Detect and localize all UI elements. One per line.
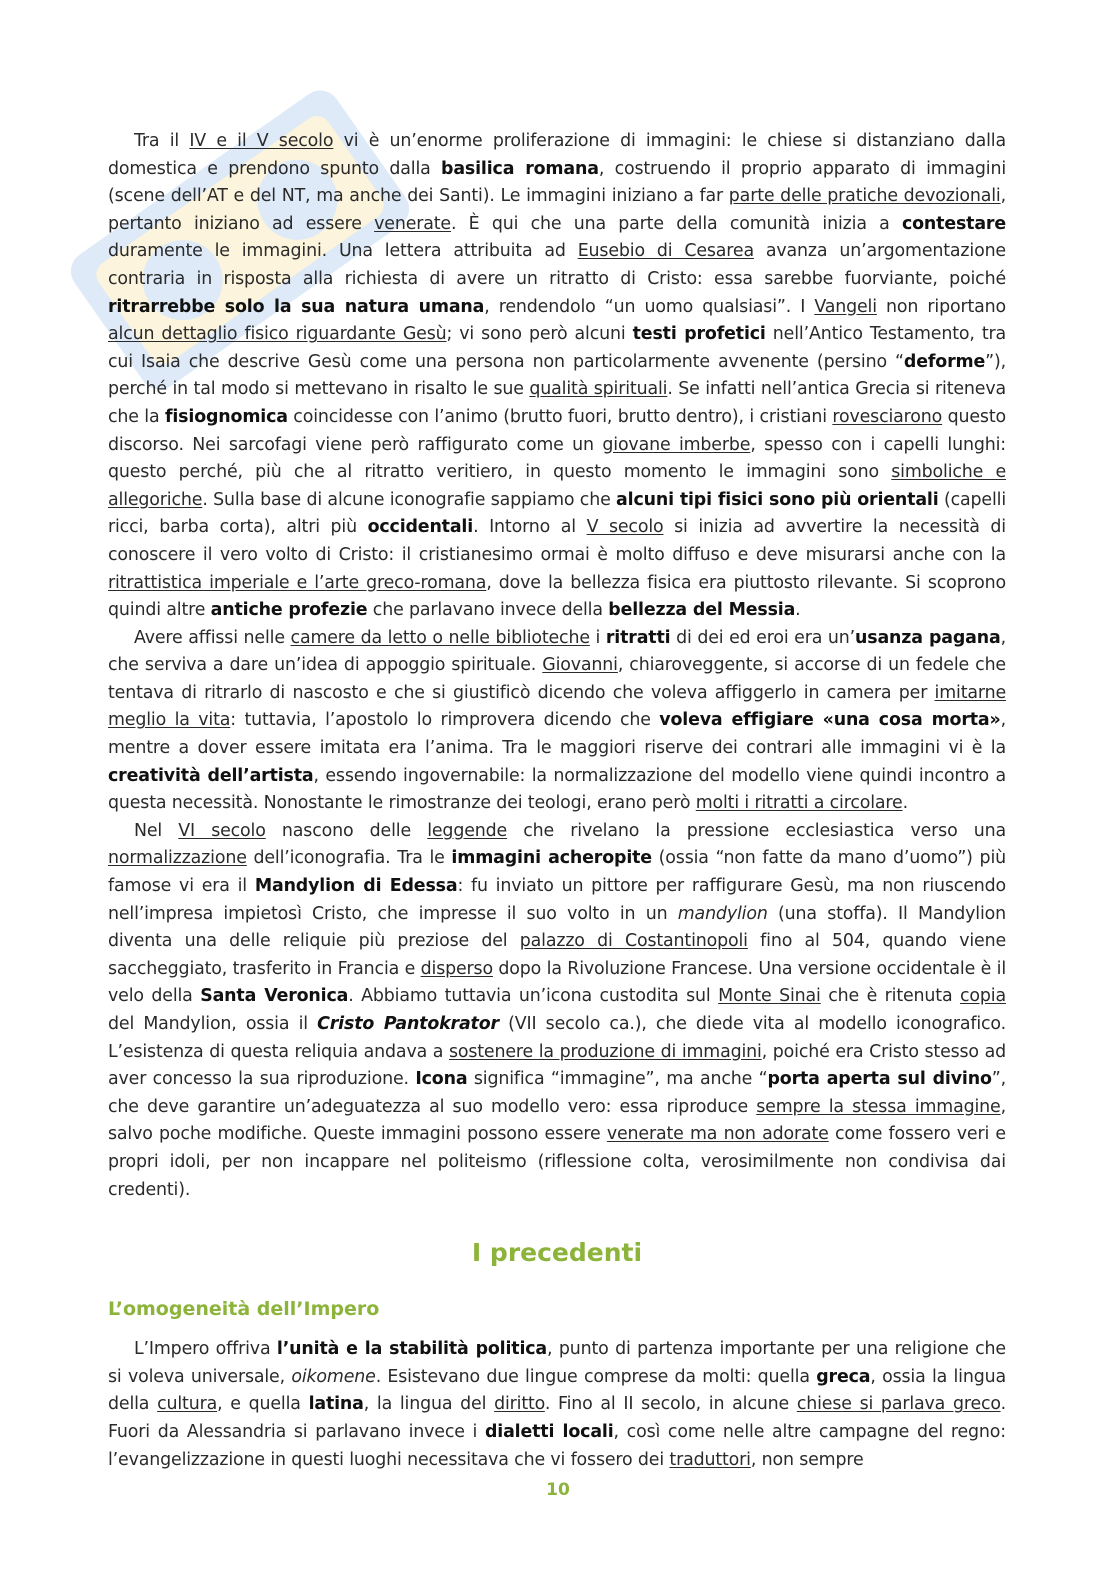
text-run: ritrarrebbe solo la sua natura umana: [108, 296, 485, 317]
subsection-title: L’omogeneità dell’Impero: [108, 1298, 380, 1321]
text-run: palazzo di Costantinopoli: [519, 931, 748, 952]
text-run: creatività dell’artista: [108, 765, 314, 786]
section-title: I precedenti: [471, 1238, 643, 1268]
text-run: oikomene: [291, 1366, 376, 1387]
text-run: giovane imberbe: [602, 434, 751, 455]
text-run: qualità spirituali: [529, 379, 668, 400]
text-run: immagini acheropite: [451, 848, 652, 869]
text-run: greca: [816, 1366, 871, 1387]
text-run: Mandylion di Edessa: [254, 876, 458, 897]
text-run: testi profetici: [632, 324, 766, 345]
text-run: Icona: [415, 1069, 468, 1090]
text-run: Santa Veronica: [200, 986, 349, 1007]
text-run: ritrattistica imperiale e l’arte greco-romana: [108, 572, 487, 593]
text-run: alcuni tipi fisici sono più orientali: [616, 489, 939, 510]
text-run: ritratti: [605, 627, 671, 648]
text-run: mandylion: [677, 903, 768, 924]
text-run: fisiognomica: [164, 406, 288, 427]
text-run: sempre la stessa immagine: [756, 1096, 1001, 1117]
text-run: contestare: [901, 213, 1006, 234]
paragraph: Tra il IV e il V secolo vi è un’enorme proliferazione di immagini: le chiese si distanziano dalla domestica e prendono spunto dalla basilica romana, costruendo il proprio apparato di immagini (scene dell’AT e del NT, ma anche dei Santi). Le immagini iniziano a far parte delle pratiche devozionali, pertanto iniziano ad essere venerate. È qui che una parte della comunità inizia a contestare duramente le immagini. Una lettera attribuita ad Eusebio di Cesarea avanza un’argomentazione contraria in risposta alla richiesta di avere un ritratto di Cristo: essa sarebbe fuorviante, poiché ritrarrebbe solo la sua natura umana, rendendolo “un uomo qualsiasi”. I Vangeli non riportano alcun dettaglio fisico riguardante Gesù; vi sono però alcuni testi profetici nell’Antico Testamento, tra cui Isaia che descrive Gesù come una persona non particolarmente avvenente (persino “deforme”), perché in tal modo si mettevano in risalto le sue qualità spirituali. Se infatti nell’antica Grecia si riteneva che la fisiognomica coincidesse con l’animo (brutto fuori, brutto dentro), i cristiani rovesciarono questo discorso. Nei sarcofagi viene però raffigurato come un giovane imberbe, spesso con i capelli lunghi: questo perché, più che al ritratto veritiero, in questo momento le immagini sono simboliche e allegoriche. Sulla base di alcune iconografie sappiamo che alcuni tipi fisici sono più orientali (capelli ricci, barba corta), altri più occidentali. Intorno al V secolo si inizia ad avvertire la necessità di conoscere il vero volto di Cristo: il cristianesimo ormai è molto diffuso e deve misurarsi anche con la ritrattistica imperiale e l’arte greco-romana, dove la bellezza fisica era piuttosto rilevante. Si scoprono quindi altre antiche profezie che parlavano invece della bellezza del Messia.: [108, 131, 1007, 621]
text-run: VI secolo: [178, 820, 266, 841]
text-run: Monte Sinai: [718, 986, 821, 1007]
text-run: Cristo Pantokrator: [317, 1014, 499, 1034]
text-run: venerate: [374, 213, 451, 234]
text-run: chiese si parlava greco: [796, 1394, 1001, 1415]
text-run: IV e il V secolo: [189, 131, 334, 151]
text-run: imitarne meglio la vita: [108, 682, 1006, 731]
text-run: alcun dettaglio fisico riguardante Gesù: [108, 324, 447, 345]
text-run: l’unità e la stabilità politica: [276, 1339, 548, 1360]
text-run: usanza pagana: [855, 627, 1001, 648]
text-run: cultura: [157, 1394, 218, 1415]
text-run: deforme: [903, 351, 986, 372]
text-run: antiche profezie: [210, 600, 368, 621]
paragraph: Avere affissi nelle camere da letto o nelle biblioteche i ritratti di dei ed eroi era un’usanza pagana, che serviva a dare un’idea di appoggio spirituale. Giovanni, chiaroveggente, si accorse di un fedele che tentava di ritrarlo di nascosto e che si giustificò dicendo che voleva affiggerlo in camera per imitarne meglio la vita: tuttavia, l’apostolo lo rimprovera dicendo che voleva effigiare «una cosa morta», mentre a dover essere imitata era l’anima. Tra le maggiori riserve dei contrari alle immagini vi è la creatività dell’artista, essendo ingovernabile: la normalizzazione del modello viene quindi incontro a questa necessità. Nonostante le rimostranze dei teologi, erano però molti i ritratti a circolare.: [108, 627, 1006, 814]
text-run: Giovanni: [542, 655, 618, 676]
text-run: bellezza del Messia: [608, 600, 796, 621]
text-run: latina: [308, 1394, 364, 1415]
text-run: porta aperta sul divino: [767, 1069, 992, 1090]
text-run: Vangeli: [814, 296, 877, 317]
text-run: venerate ma non adorate: [606, 1124, 829, 1145]
text-run: normalizzazione: [108, 848, 247, 869]
text-run: voleva effigiare «una cosa morta»: [659, 710, 1001, 731]
text-run: rovesciarono: [832, 406, 943, 427]
paragraph: L’Impero offriva l’unità e la stabilità politica, punto di partenza importante per una religione che si voleva universale, oikomene. Esistevano due lingue comprese da molti: quella greca, ossia la lingua della cultura, e quella latina, la lingua del diritto. Fino al II secolo, in alcune chiese si parlava greco. Fuori da Alessandria si parlavano invece i dialetti locali, così come nelle altre campagne del regno: l’evangelizzazione in questi luoghi necessitava che vi fossero dei traduttori, non sempre: [108, 1339, 1007, 1470]
text-run: traduttori: [669, 1449, 751, 1470]
text-run: leggende: [427, 820, 508, 841]
text-run: Eusebio di Cesarea: [577, 241, 754, 262]
text-run: V secolo: [586, 517, 664, 538]
page-number: 10: [546, 1480, 570, 1500]
text-run: dialetti locali: [484, 1421, 614, 1442]
text-run: copia: [960, 986, 1006, 1007]
text-run: basilica romana: [441, 158, 599, 179]
text-run: parte delle pratiche devozionali: [728, 186, 1001, 207]
text-run: occidentali: [367, 517, 474, 538]
text-run: sostenere la produzione di immagini: [448, 1041, 762, 1062]
page-content: [108, 128, 1006, 1474]
text-run: disperso: [420, 958, 493, 979]
text-run: simboliche e allegoriche: [108, 462, 1007, 510]
text-run: molti i ritratti a circolare: [695, 793, 903, 814]
text-run: camere da letto o nelle biblioteche: [290, 627, 590, 648]
text-run: diritto: [494, 1394, 545, 1415]
paragraph: Nel VI secolo nascono delle leggende che rivelano la pressione ecclesiastica verso una normalizzazione dell’iconografia. Tra le immagini acheropite (ossia “non fatte da mano d’uomo”) più famose vi era il Mandylion di Edessa: fu inviato un pittore per raffigurare Gesù, ma non riuscendo nell’impresa impietosì Cristo, che impresse il suo volto in un mandylion (una stoffa). Il Mandylion diventa una delle reliquie più preziose del palazzo di Costantinopoli fino al 504, quando viene saccheggiato, trasferito in Francia e disperso dopo la Rivoluzione Francese. Una versione occidentale è il velo della Santa Veronica. Abbiamo tuttavia un’icona custodita sul Monte Sinai che è ritenuta copia del Mandylion, ossia il Cristo Pantokrator (VII secolo ca.), che diede vita al modello iconografico. L’esistenza di questa reliquia andava a sostenere la produzione di immagini, poiché era Cristo stesso ad aver concesso la sua riproduzione. Icona significa “immagine”, ma anche “porta aperta sul divino”, che deve garantire un’adeguatezza al suo modello vero: essa riproduce sempre la stessa immagine, salvo poche modifiche. Queste immagini possono essere venerate ma non adorate come fossero veri e propri idoli, per non incappare nel politeismo (riflessione colta, verosimilmente non condivisa dai credenti).: [108, 820, 1007, 1200]
